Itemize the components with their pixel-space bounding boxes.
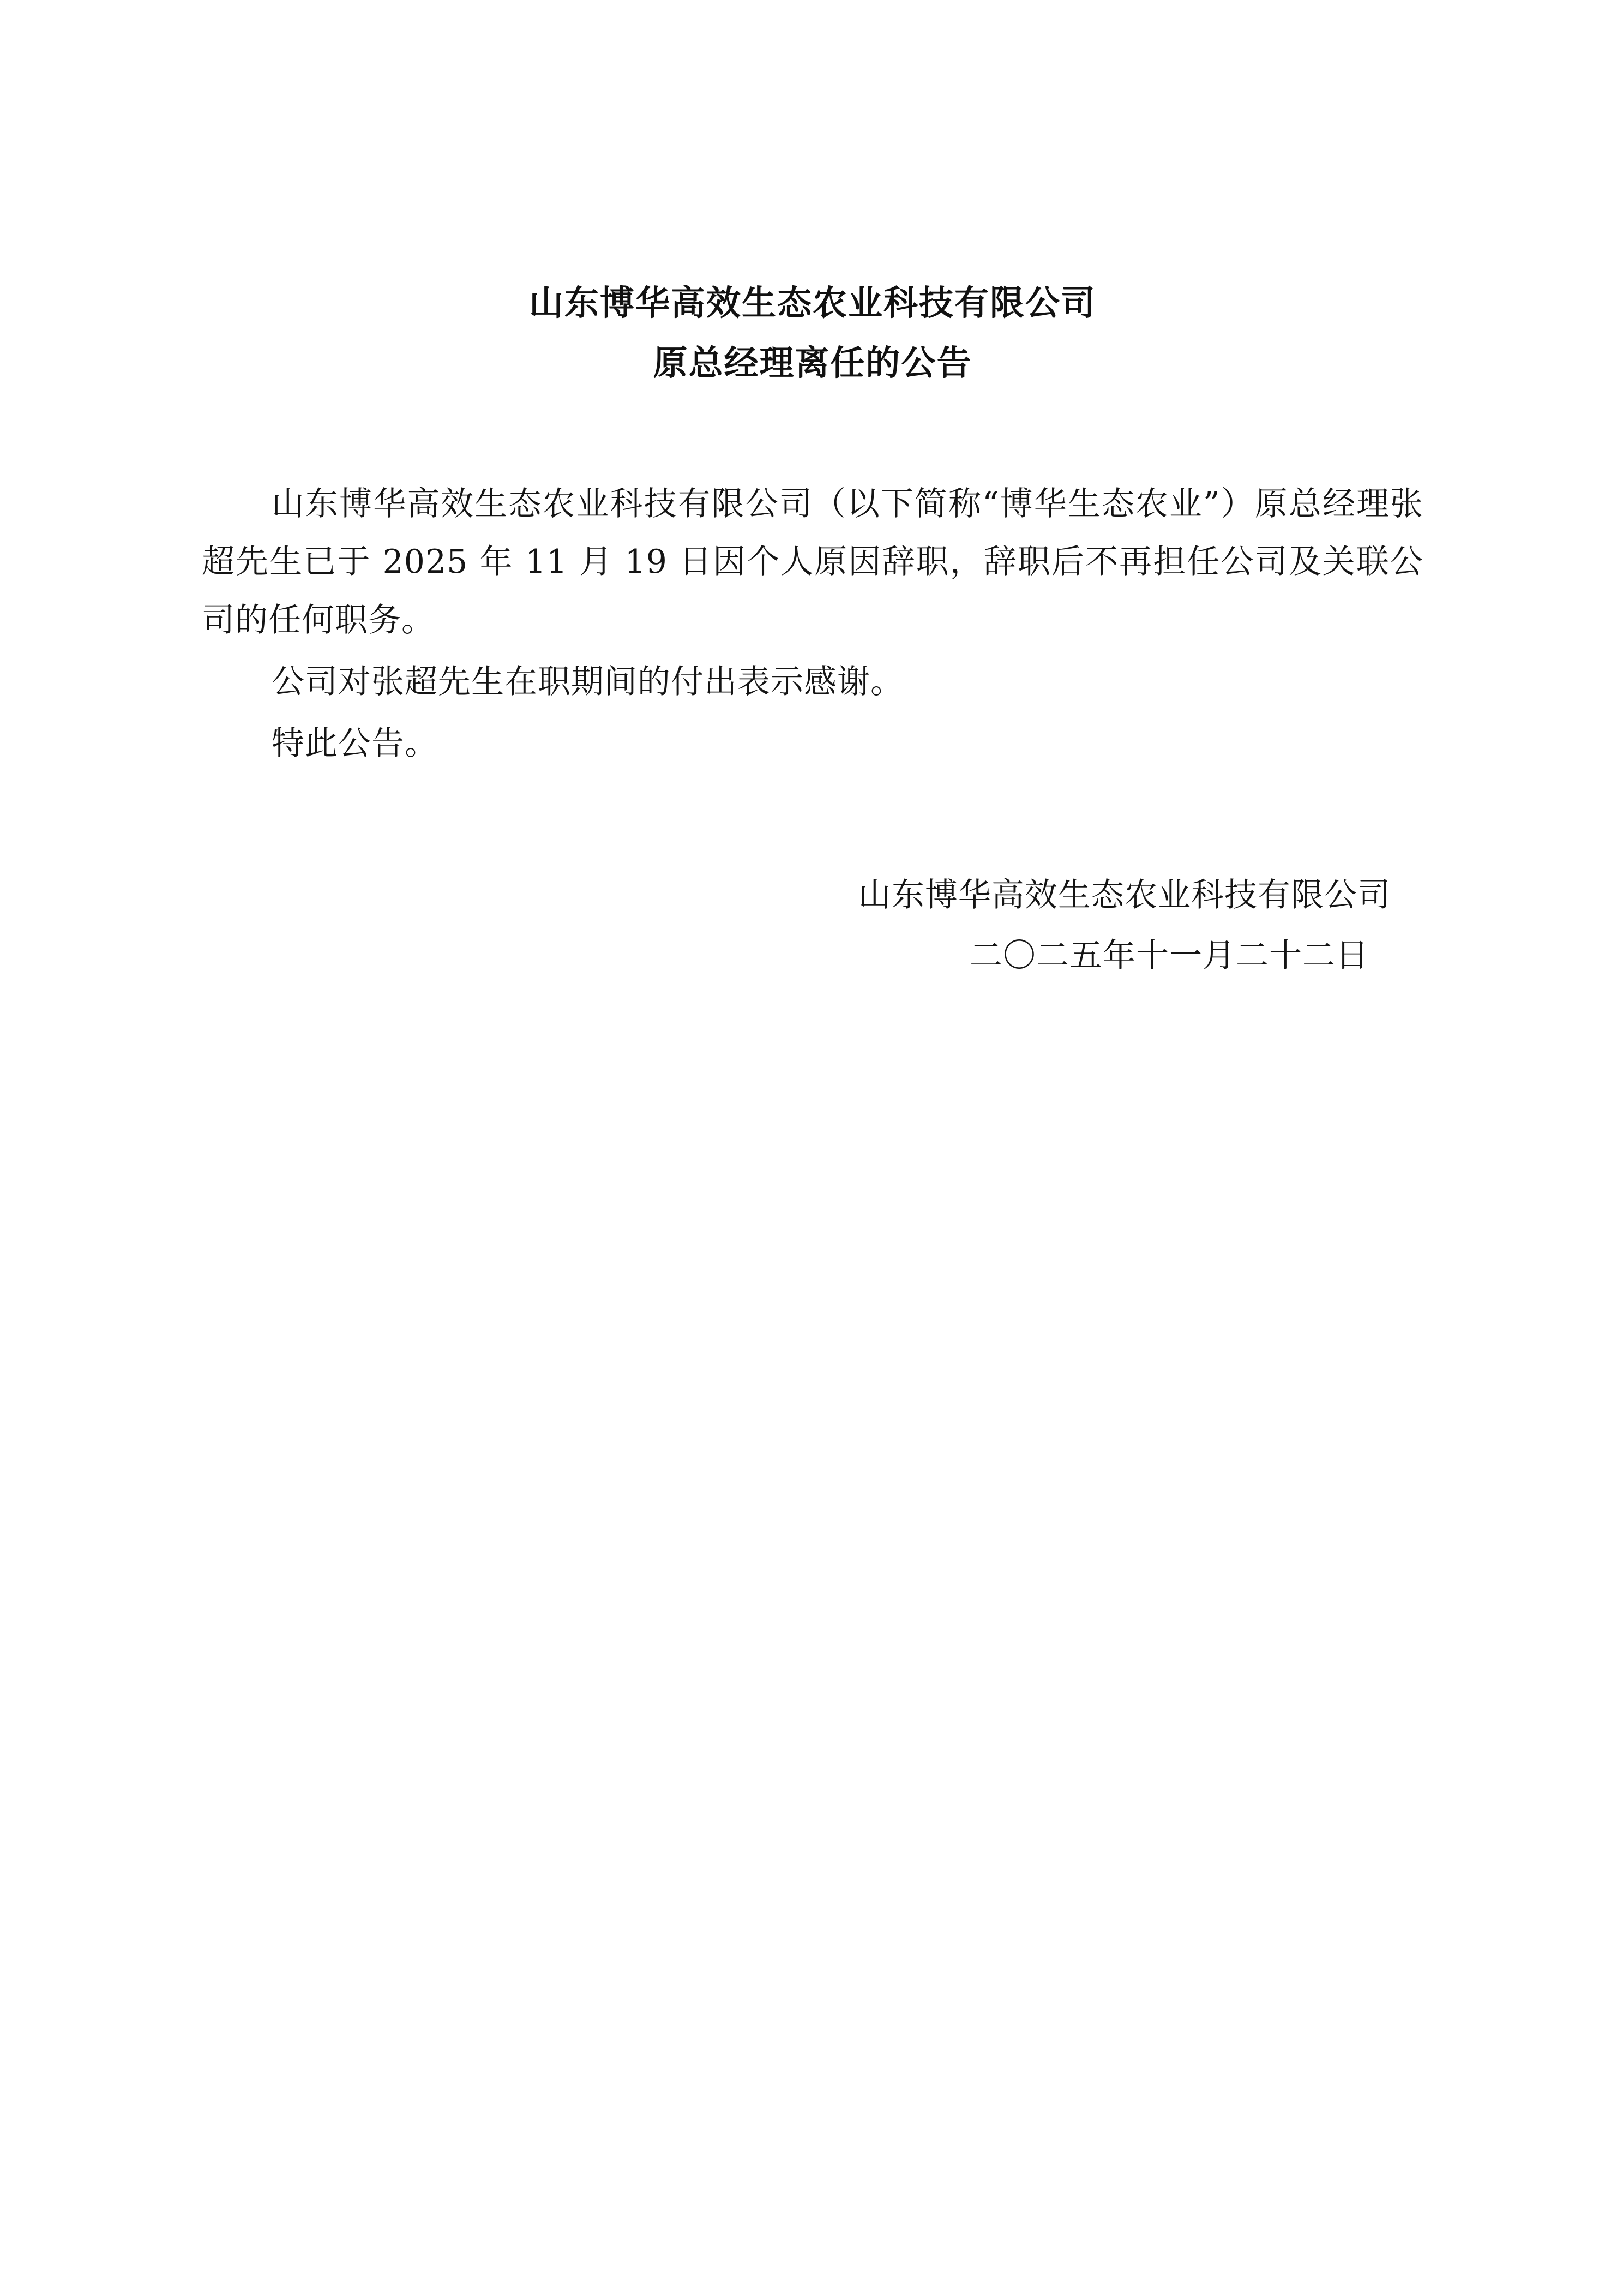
signature-date: 二〇二五年十一月二十二日 xyxy=(970,937,1369,975)
document-body xyxy=(202,273,1423,986)
signature-block xyxy=(202,865,1423,986)
paragraph-thanks: 公司对张超先生在职期间的付出表示感谢。 xyxy=(272,662,904,701)
signature-company: 山东博华高效生态农业科技有限公司 xyxy=(858,876,1391,915)
document-title xyxy=(202,273,1423,393)
paragraph-resignation: 山东博华高效生态农业科技有限公司（以下简称“博华生态农业”）原总经理张超先生已于 2025 年 11 月 19 日因个人原因辞职，辞职后不再担任公司及关联公司的任何职务。 xyxy=(202,484,1423,640)
title-line-subject: 原总经理离任的公告 xyxy=(653,343,972,383)
document-paragraphs xyxy=(202,475,1423,773)
title-line-company: 山东博华高效生态农业科技有限公司 xyxy=(529,283,1096,323)
paragraph-notice: 特此公告。 xyxy=(272,724,438,763)
